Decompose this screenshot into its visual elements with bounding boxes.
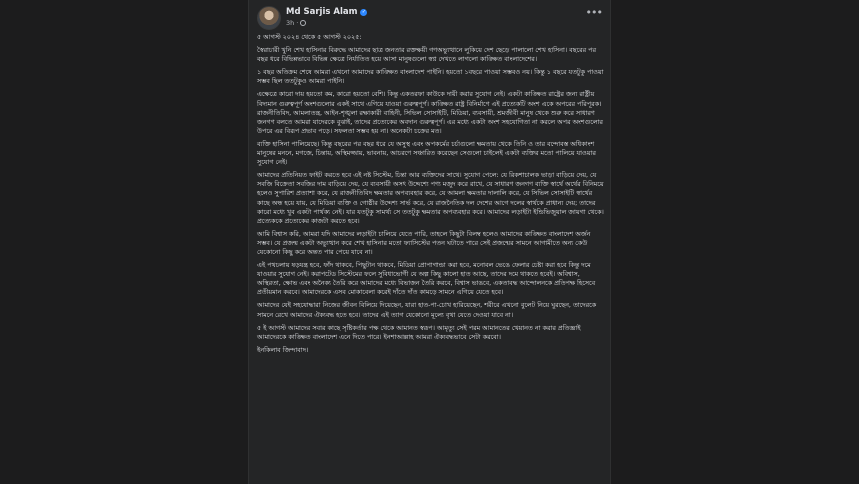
post-meta (286, 19, 306, 27)
facebook-post-card (249, 0, 610, 484)
post-paragraph: আমি বিশ্বাস করি, আমরা যদি আমাদের লড়াইটা চালিয়ে যেতে পারি, তাহলে কিছুটা বিলম্ব হলেও আমাদের কাঙ্ক্ষিত বাংলাদেশ অর্জন সম্ভব। যে প্রজন্ম একটা অভ্যুত্থান করে শেখ হাসিনার মতো ফ্যাসিস্টের পতন ঘটাতে পারে সেই প্রজন্মের সামনে আগামীতে অন্য কেউ যেকোনো কিছু করে অন্তত পার পেয়ে যাবে না। (257, 229, 591, 256)
author-row (286, 7, 367, 17)
post-paragraph: স্বৈরাচারী খুনি শেখ হাসিনার বিরুদ্ধে আমাদের ছাত্র জনতার রক্তক্ষয়ী গণঅভ্যুত্থানে লুকিয়ে দেশ ছেড়ে পালালো শেখ হাসিনা। বছরের পর বছর ধরে বিভিন্নভাবে বিভিন্ন ক্ষেত্রে নির্যাতিত হয়ে আসা মানুষগুলো স্বপ্ন দেখতে লাগলো কাঙ্ক্ষিত বাংলাদেশের। (257, 46, 597, 64)
post-paragraph: ৫ আগস্ট ২০২৪ থেকে ৫ আগস্ট ২০২৫: (257, 33, 362, 41)
post-paragraph: ইনকিলাব জিন্দাবাদ। (257, 345, 309, 354)
more-options-icon[interactable]: ••• (585, 6, 602, 19)
author-name[interactable]: Md Sarjis Alam (286, 7, 358, 17)
post-paragraph: এক্ষেত্রে কারো দায় হয়তো কম, কারো হয়তো বেশি। কিন্তু একতরফা কাউকে দায়ী করার সুযোগ নেই। একটা কাঙ্ক্ষিত রাষ্ট্রের জন্য রাষ্ট্রীয় বিদ্যমান গুরুত্বপূর্ণ অংশগুলোর একই সাথে এগিয়ে যাওয়া গুরুত্বপূর্ণ। কাঙ্ক্ষিত রাষ্ট্র বিনির্মাণে এই প্রত্যেকটি অংশ একে অপরের পরিপূরক। রাজনীতিবিদ, আমলাতন্ত্র, আইন-শৃঙ্খলা রক্ষাকারী বাহিনী, সিভিল সোসাইটি, মিডিয়া, ব্যবসায়ী, শ্রমজীবী মানুষ থেকে শুরু করে সাধারণ জনগণ বলতে আমরা যাদেরকে বুঝাই, তাদের প্রত্যেকের অবদান গুরুত্বপূর্ণ। এর মধ্যে একটা অংশ সহযোগিতা না করলে অপর অংশগুলোর উপরে এর বিরূপ প্রভাব পড়ে। সফলতা সম্ভব হয় না। অনেকটা চক্রের মত। (257, 90, 603, 135)
post-paragraph: ৫ ই আগস্ট আমাদের সবার কাছে সৃষ্টিকর্তার পক্ষ থেকে আমানত স্বরূপ। আমৃত্যু সেই পরম আমানতের খেয়ানত না করার প্রতিজ্ঞাই আমাদেরকে কাঙ্ক্ষিত বাংলাদেশ এনে দিতে পারে। ইনশাআল্লাহ আমরা ঐক্যবদ্ধভাবে সেটা করবো। (257, 323, 581, 341)
post-paragraph: আমাদের যেই সহযোদ্ধারা নিজের জীবন বিলিয়ে দিয়েছেন, যারা হাত-পা-চোখ হারিয়েছেন, শরীরে এখনো বুলেট নিয়ে ঘুরছেন, তাদেরকে সামনে রেখে আমাদের ঐক্যবদ্ধ হতে হবে। তাদের এই ত্যাগ যেকোনো মূল্যে বৃথা যেতে দেওয়া যাবে না। (257, 301, 597, 319)
verified-badge-icon: ✓ (361, 8, 367, 15)
globe-icon (300, 20, 306, 26)
post-paragraph: ১ বছর অতিক্রম শেষে আমরা এখনো আমাদের কাঙ্ক্ষিত বাংলাদেশ পাইনি। হয়তো ১বছরে পাওয়া সম্ভবও নয়। কিন্তু ১ বছরে যতটুকু পাওয়া সম্ভব ছিল ততটুকুও আমরা পাইনি। (257, 68, 604, 86)
post-paragraph: এই পথচলায় ষড়যন্ত্র হবে, ফাঁদ থাকবে, পিছুটান থাকবে, মিডিয়া প্রোপাগান্ডা করা হবে, মনোবল ভেঙে ফেলার চেষ্টা করা হবে কিন্তু দমে যাওয়ার সুযোগ নেই। করাপটেড সিস্টেমের ফলে সুবিধাভোগী যে অল্প কিছু কালো হাত আছে, তাদের দমে থাকতে হবেই। অবিশ্বাস, অস্থিরতা, ক্ষোভ এবং অনৈক্য তৈরি করে আমাদের মধ্যে বিভাজন তৈরি করবে, বিশ্বাস ভাঙবে, একতাবদ্ধ আন্দোলনকে প্রতিপক্ষ হিসেবে প্রতীয়মান করবে। আমাদেরকে এসব মোকাবেলা করেই দাঁতে দাঁত কামড়ে সামনে এগিয়ে যেতে হবে। (257, 261, 596, 297)
post-paragraph: ব্যক্তি হাসিনা পালিয়েছে। কিন্তু বছরের পর বছর ধরে যে অসুস্থ এবং অপকর্মের চর্চাগুলো ক্ষমতায় থেকে তিনি ও তার বন্দোবস্ত অধিকাংশ মানুষের মননে, মগজে, চিন্তায়, অস্থিমজ্জায়, ভাবনায়, আচরণে সঞ্চারিত করেছেন সেগুলো চাইলেই একটা ব্যক্তির মতো পালিয়ে যাওয়ার সুযোগ নেই। (257, 139, 596, 167)
post-paragraph: আমাদের প্রতিনিয়ত ফাইট করতে হবে এই নষ্ট সিস্টেম, চিন্তা আর ব্যক্তিদের সাথে। সুযোগ পেলে: যে রিকশাচালক ভাড়া বাড়িয়ে দেয়, যে সবজি বিক্রেতা সবজির দাম বাড়িয়ে দেয়, যে ব্যবসায়ী অসৎ উদ্দেশ্যে পণ্য মজুদ করে রাখে, যে সাধারণ জনগণ ব্যক্তি স্বার্থে অর্থের বিনিময়ে হলেও সুপারিশ প্রত্যাশা করে, যে রাজনীতিবিদ ক্ষমতার অপব্যবহার করে, যে আমলা ক্ষমতার দালালি করে, যে সিভিল সোসাইটি স্বার্থের কাছে অন্ধ হয়ে যায়, যে মিডিয়া ব্যক্তি ও গোষ্ঠীর উদ্দেশ্য সার্ভ করে, যে রাজনৈতিক দল দেশের আগে দলের স্বার্থকে প্রাধান্য দেয়; তাদের কারো মধ্যে খুব একটা পার্থক্য নেই। যার যতটুকু সামর্থ্য সে ততটুকু ক্ষমতার অপব্যবহার করে। আমাদের লড়াইটা ইন্ডিভিজুয়াল জায়গা থেকে। প্রত্যেককে প্রত্যেকের কাজটা করতে হবে। (257, 171, 604, 225)
meta-separator: · (296, 19, 299, 27)
post-header (257, 6, 602, 30)
avatar[interactable] (257, 6, 281, 30)
post-body (257, 33, 604, 359)
post-time[interactable]: 3h (286, 19, 295, 27)
